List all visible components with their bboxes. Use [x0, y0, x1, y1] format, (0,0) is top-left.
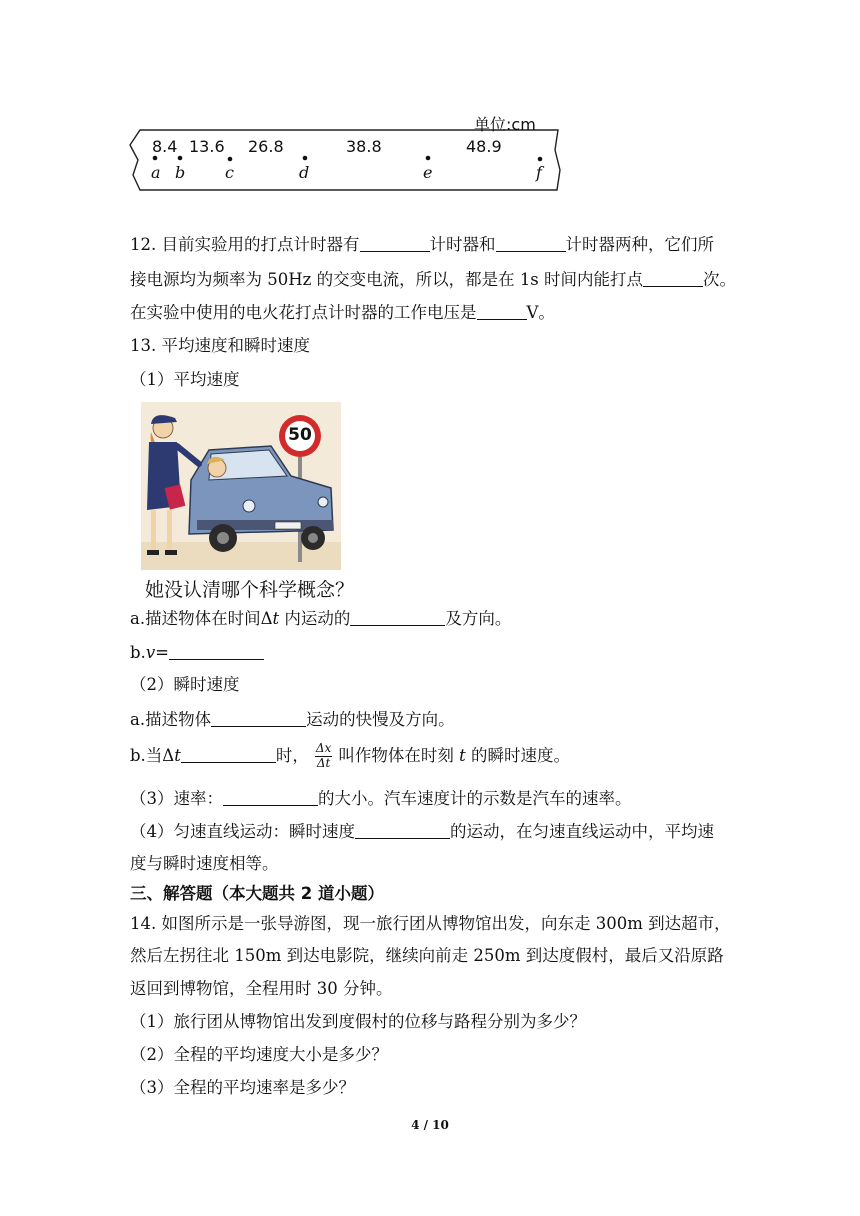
tape-dot-c — [228, 157, 233, 162]
tape-point-e: e — [423, 163, 433, 182]
q13-b2 — [130, 742, 570, 771]
tape-unit-label: 单位:cm — [474, 115, 536, 134]
q13-b2-blank — [181, 747, 276, 763]
car-plate — [275, 522, 301, 529]
car-headlight-2 — [318, 497, 328, 507]
q13-a1-pre: a.描述物体在时间Δ — [130, 609, 273, 628]
q13-sub3-blank — [223, 790, 318, 806]
q13-a2-pre: a.描述物体 — [130, 710, 212, 729]
q14-line3: 返回到博物馆，全程用时 30 分钟。 — [130, 979, 393, 998]
q13-a2-post: 运动的快慢及方向。 — [306, 710, 455, 729]
tape-value-ab: 8.4 — [152, 137, 178, 156]
q13-sub4-pre: （4）匀速直线运动：瞬时速度 — [130, 822, 355, 841]
speed-sign-number: 50 — [288, 425, 312, 445]
q13-title: 13. 平均速度和瞬时速度 — [130, 336, 310, 355]
q12-blank1 — [360, 236, 430, 252]
q13-b1-v: v — [145, 643, 156, 662]
q12-text4: 接电源均为频率为 50Hz 的交变电流，所以，都是在 1s 时间内能打点 — [130, 270, 644, 289]
q12-blank4 — [477, 304, 527, 320]
q12-text6: 在实验中使用的电火花打点计时器的工作电压是 — [130, 303, 477, 322]
tape-dot-b — [178, 156, 183, 161]
q13-sub4-line2: 度与瞬时速度相等。 — [130, 854, 279, 873]
car-headlight — [243, 500, 255, 512]
q12-text7: V。 — [526, 303, 555, 322]
tape-point-b: b — [175, 163, 186, 182]
q13-a1-post: 内运动的 — [279, 609, 351, 628]
q13-b2-t: t — [174, 745, 181, 765]
q14-sub2: （2）全程的平均速度大小是多少？ — [130, 1045, 388, 1064]
q12-text3: 计时器两种，它们所 — [565, 235, 714, 254]
q13-sub3-post: 的大小。汽车速度计的示数是汽车的速率。 — [318, 789, 632, 808]
q13-b2-pre: b.当Δ — [130, 745, 175, 765]
q13-sub4-post: 的运动，在匀速直线运动中，平均速 — [450, 822, 714, 841]
tape-point-f: f — [536, 163, 542, 182]
q14-line2: 然后左拐往北 150m 到达电影院，继续向前走 250m 到达度假村，最后又沿原路 — [130, 946, 724, 965]
q13-sub3-pre: （3）速率： — [130, 789, 223, 808]
q13-b2-post1: 叫作物体在时刻 — [338, 745, 460, 765]
q13-a2-blank — [211, 711, 306, 727]
q14-sub1: （1）旅行团从博物馆出发到度假村的位移与路程分别为多少？ — [130, 1012, 586, 1031]
q12-text2: 计时器和 — [429, 235, 496, 254]
q12-blank2 — [496, 236, 566, 252]
q13-b1-eq: = — [155, 643, 169, 662]
q14-line1: 14. 如图所示是一张导游图，现一旅行团从博物馆出发，向东走 300m 到达超市， — [130, 914, 731, 933]
q13-a1-t: t — [272, 609, 280, 628]
tape-point-c: c — [225, 163, 234, 182]
section3-title: 三、解答题（本大题共 2 道小题） — [130, 884, 384, 903]
q13-b2-post2: 的瞬时速度。 — [465, 745, 570, 765]
q13-sub1: （1）平均速度 — [130, 370, 240, 389]
figure-caption: 她没认清哪个科学概念？ — [145, 579, 355, 601]
tape-value-cd: 26.8 — [248, 137, 284, 156]
q13-b1-pre: b. — [130, 643, 146, 662]
delta-x-over-delta-t — [315, 742, 332, 771]
q12-line2 — [130, 271, 736, 289]
tape-dot-d — [303, 156, 308, 161]
tape-point-d: d — [299, 163, 310, 182]
q13-a2 — [130, 711, 455, 729]
q13-b2-t2: t — [459, 745, 466, 765]
q13-b2-mid: 时， — [275, 745, 309, 765]
q12-text5: 次。 — [703, 270, 737, 289]
q13-sub2: （2）瞬时速度 — [130, 675, 240, 694]
q12-blank3 — [643, 271, 703, 287]
page-number: 4 / 10 — [411, 1118, 449, 1132]
q13-sub4 — [130, 823, 714, 841]
tape-dot-e — [426, 156, 431, 161]
tape-value-bc: 13.6 — [189, 137, 225, 156]
tape-dot-f — [538, 157, 543, 162]
q13-a1 — [130, 610, 511, 628]
q13-sub4-blank — [355, 823, 450, 839]
tape-point-a: a — [151, 163, 161, 182]
frac-numerator: Δx — [315, 741, 332, 755]
q13-sub3 — [130, 790, 632, 808]
tape-dot-a — [153, 156, 158, 161]
tape-value-ef: 48.9 — [466, 137, 502, 156]
q12-line1 — [130, 236, 714, 254]
q13-a1-blank — [350, 610, 445, 626]
q12-line3 — [130, 304, 555, 322]
tape-value-de: 38.8 — [346, 137, 382, 156]
q12-text1: 12. 目前实验用的打点计时器有 — [130, 235, 360, 254]
q13-a1-end: 及方向。 — [445, 609, 512, 628]
q14-sub3: （3）全程的平均速率是多少？ — [130, 1078, 355, 1097]
q13-b1-blank — [169, 644, 264, 660]
q13-b1 — [130, 644, 264, 662]
frac-denominator: Δt — [316, 755, 331, 770]
